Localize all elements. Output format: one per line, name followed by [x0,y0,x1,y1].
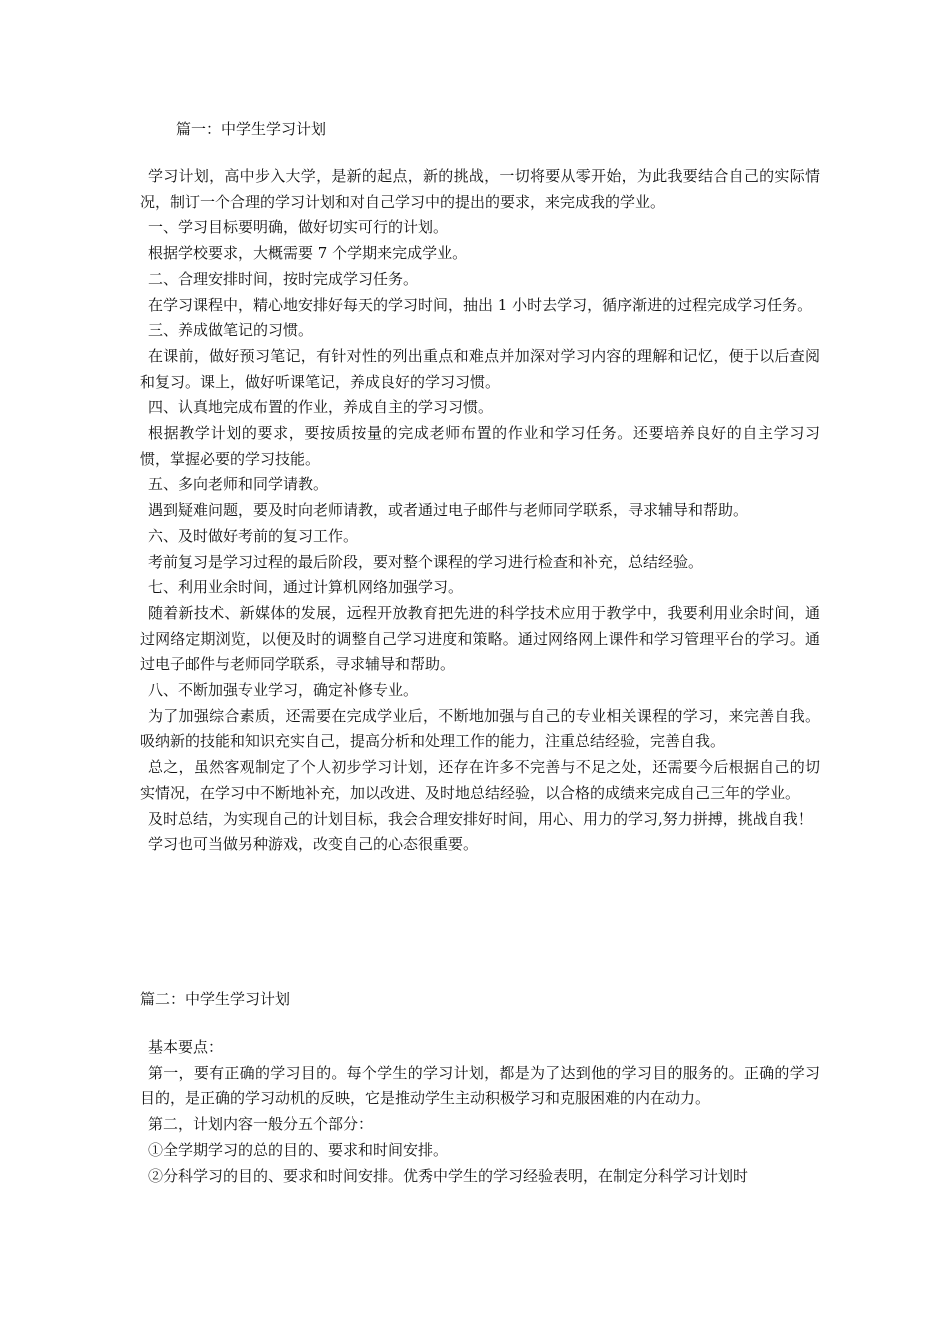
paragraph: 总之，虽然客观制定了个人初步学习计划，还存在许多不完善与不足之处，还需要今后根据自己的切实情况，在学习中不断地补充，加以改进、及时地总结经验，以合格的成绩来完成自己三年的学业。 [140,758,820,802]
paragraph: 考前复习是学习过程的最后阶段，要对整个课程的学习进行检查和补充，总结经验。 [148,552,704,571]
paragraph: 根据学校要求，大概需要 7 个学期来完成学业。 [148,244,468,263]
heading-item: 四、认真地完成布置的作业，养成自主的学习习惯。 [148,398,494,417]
paragraph: 在学习课程中，精心地安排好每天的学习时间，抽出 1 小时去学习，循序渐进的过程完成学习任务。 [148,295,813,314]
paragraph: 及时总结，为实现自己的计划目标，我会合理安排好时间，用心、用力的学习,努力拼搏，挑战自我！ [148,809,813,828]
heading-item: 二、合理安排时间，按时完成学习任务。 [148,269,419,288]
paragraph: 第一，要有正确的学习目的。每个学生的学习计划，都是为了达到他的学习目的服务的。正确的学习目的，是正确的学习动机的反映，它是推动学生主动积极学习和克服困难的内在动力。 [140,1063,820,1108]
section1-body [140,164,820,858]
paragraph: 根据教学计划的要求，要按质按量的完成老师布置的作业和学习任务。还要培养良好的自主学习习惯，掌握必要的学习技能。 [140,424,820,468]
section2-title: 篇二：中学生学习计划 [140,990,291,1008]
section1-title: 篇一：中学生学习计划 [176,120,327,138]
section2-body [140,1035,820,1189]
paragraph: 基本要点： [148,1038,224,1056]
paragraph: 学习也可当做另种游戏，改变自己的心态很重要。 [148,835,479,854]
paragraph: 为了加强综合素质，还需要在完成学业后，不断地加强与自己的专业相关课程的学习，来完善自我。吸纳新的技能和知识充实自己，提高分析和处理工作的能力，注重总结经验，完善自我。 [140,706,820,751]
heading-item: 六、及时做好考前的复习工作。 [148,526,359,545]
list-item: ①全学期学习的总的目的、要求和时间安排。 [148,1140,449,1159]
paragraph: 遇到疑难问题，要及时向老师请教，或者通过电子邮件与老师同学联系，寻求辅导和帮助。 [148,501,749,520]
paragraph: 在课前，做好预习笔记，有针对性的列出重点和难点并加深对学习内容的理解和记忆，便于以后查阅和复习。课上，做好听课笔记，养成良好的学习习惯。 [140,346,820,391]
heading-item: 三、养成做笔记的习惯。 [148,321,314,340]
heading-item: 八、不断加强专业学习，确定补修专业。 [148,681,419,700]
heading-item: 五、多向老师和同学请教。 [148,475,329,494]
paragraph: 第二，计划内容一般分五个部分： [148,1115,374,1134]
heading-item: 七、利用业余时间，通过计算机网络加强学习。 [148,578,464,597]
paragraph: 随着新技术、新媒体的发展，远程开放教育把先进的科学技术应用于教学中，我要利用业余时间，通过网络定期浏览，以便及时的调整自己学习进度和策略。通过网络网上课件和学习管理平台的学习。通过电子邮件与老师同学联系，寻求辅导和帮助。 [140,603,820,674]
heading-item: 一、学习目标要明确，做好切实可行的计划。 [148,218,449,237]
paragraph: 学习计划，高中步入大学，是新的起点，新的挑战，一切将要从零开始，为此我要结合自己的实际情况，制订一个合理的学习计划和对自己学习中的提出的要求，来完成我的学业。 [140,167,820,211]
list-item: ②分科学习的目的、要求和时间安排。优秀中学生的学习经验表明，在制定分科学习计划时 [148,1166,749,1185]
